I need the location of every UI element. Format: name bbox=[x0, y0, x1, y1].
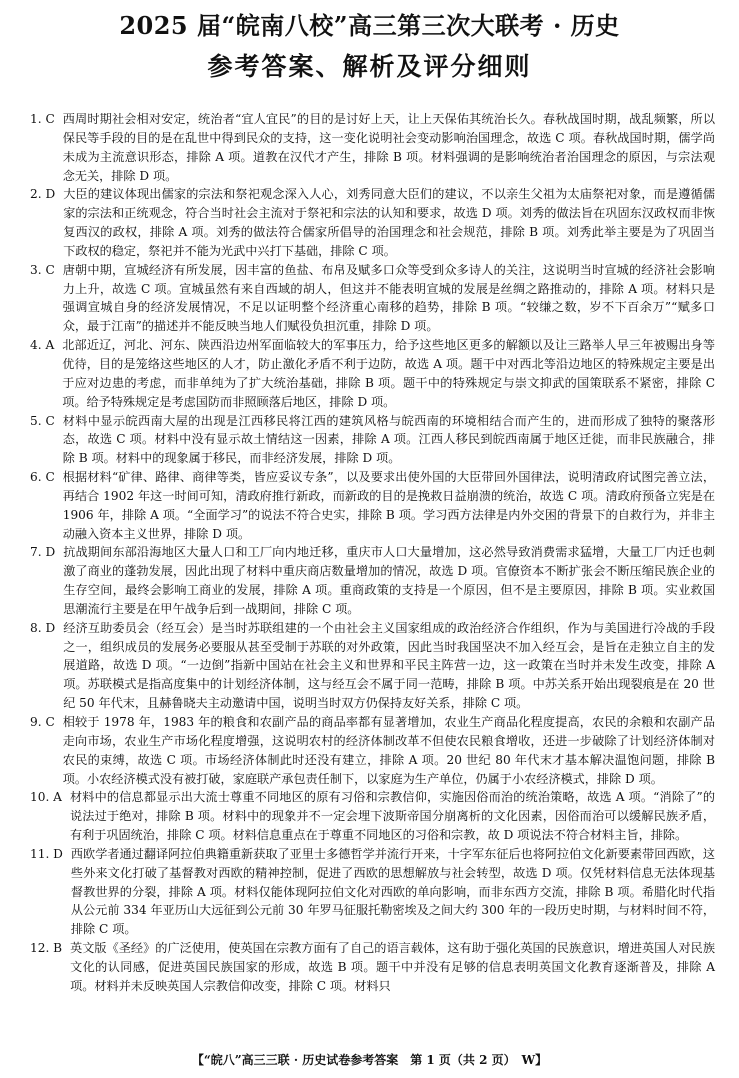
answer-explanation: 西欧学者通过翻译阿拉伯典籍重新获取了亚里士多德哲学并流行开来，十字军东征后也将阿拉伯文化新要素带回西欧，这些外来文化打破了基督教对西欧的精神控制，促进了西欧的思想解放与社会转型，故选 D 项。仅凭材料信息无法体现基督教世界的分裂，排除 A 项。材料仅能体现阿拉伯文化对西欧的单向影响，而非东西方交流，排除 B 项。希腊化时代指从公元前 334 年亚历山大远征到公元前 30 年罗马征服托勒密埃及之间大约 300 年的一段历史时期，与材料时间不符，排除 C 项。 bbox=[70, 846, 715, 937]
answer-explanation: 英文版《圣经》的广泛使用，使英国在宗教方面有了自己的语言载体，这有助于强化英国的民族意识，增进英国人对民族文化的认同感，促进英国民族国家的形成，故选 B 项。题干中并没有足够的信息表明英国文化教育逐渐普及，排除 A 项。材料并未反映英国人宗教信仰改变，排除 C 项。材料只 bbox=[70, 941, 715, 993]
answer-explanation: 相较于 1978 年，1983 年的粮食和农副产品的商品率都有显著增加，农业生产商品化程度提高，农民的余粮和农副产品走向市场，农业生产市场化程度增强，这说明农村的经济体制改革不但使农民粮食增收，还进一步破除了计划经济体制对农民的束缚，故选 C 项。市场经济体制此时还没有建立，排除 A 项。20 世纪 80 年代末才基本解决温饱问题，排除 B 项。小农经济模式没有被打破，家庭联产承包责任制下，以家庭为生产单位，仍属于小农经济模式，排除 D 项。 bbox=[62, 715, 715, 786]
document-subtitle: 参考答案、解析及评分细则 bbox=[207, 52, 532, 81]
answer-item-4 bbox=[30, 336, 715, 411]
answer-explanation: 材料中的信息都显示出大流士尊重不同地区的原有习俗和宗教信仰，实施因俗而治的统治策略，故选 A 项。“消除了”的说法过于绝对，排除 B 项。材料中的现象并不一定会埋下波斯帝国分崩离析的文化因素，因俗而治可以缓解民族矛盾，有利于巩固统治，排除 C 项。材料信息重点在于尊重不同地区的习俗和宗教，故 D 项说法不符合材料主旨，排除。 bbox=[69, 790, 715, 843]
answer-number: 10. A bbox=[30, 790, 62, 805]
answer-number: 6. C bbox=[30, 470, 55, 485]
answer-explanation: 材料中显示皖西南大屋的出现是江西移民将江西的建筑风格与皖西南的环境相结合而产生的，进而形成了独特的聚落形态，故选 C 项。材料中没有显示故土情结这一因素，排除 A 项。江西人移民到皖西南属于地区迁徙，而非民族融合，排除 B 项。材料中的现象属于移民，而非经济发展，排除 D 项。 bbox=[62, 413, 715, 466]
answer-number: 2. D bbox=[30, 187, 56, 202]
answer-number: 8. D bbox=[30, 620, 56, 635]
answer-explanation: 经济互助委员会（经互会）是当时苏联组建的一个由社会主义国家组成的政治经济合作组织，作为与美国进行冷战的手段之一，组织成员的发展务必要服从甚至受制于苏联的对外政策，因此当时我国坚决不加入经互会，是旨在走独立自主的发展道路，故选 D 项。“一边倒”指新中国站在社会主义和世界和平民主阵营一边，这一政策在当时并未发生改变，排除 A 项。苏联模式是指高度集中的计划经济体制，这与经互会不属于同一范畴，排除 B 项。中苏关系开始出现裂痕是在 20 世纪 50 年代末，且赫鲁晓夫主动邀请中国，说明当时双方仍保持友好关系，排除 C 项。 bbox=[63, 620, 715, 711]
answer-item-6 bbox=[30, 468, 715, 543]
answer-item-8 bbox=[30, 619, 715, 713]
answer-item-3 bbox=[30, 261, 715, 336]
answer-number: 3. C bbox=[30, 262, 55, 277]
answer-list bbox=[30, 110, 715, 996]
answer-explanation: 西周时期社会相对安定，统治者“宜人宜民”的目的是讨好上天，让上天保佑其统治长久。春秋战国时期，战乱频繁，所以保民等手段的目的是在乱世中得到民众的支持，这一变化说明社会变动影响治国理念，故选 C 项。春秋战国时期，儒学尚未成为主流意识形态，排除 A 项。道教在汉代才产生，排除 B 项。材料强调的是影响统治者治国理念的原因，与宗法观念无关，排除 D 项。 bbox=[62, 112, 715, 183]
answer-explanation: 北部近辽，河北、河东、陕西沿边州军面临较大的军事压力，给予这些地区更多的解额以及让三路举人早三年被赐出身等优待，目的是笼络这些地区的人才，防止激化矛盾不利于边防，故选 A 项。题干中对西北等沿边地区的特殊规定主要是出于应对边患的考虑，而非单纯为了扩大统治基础，排除 B 项。题干中的特殊规定与崇文抑武的国策联系不紧密，排除 C 项。给予特殊规定是考虑国防而非照顾落后地区，排除 D 项。 bbox=[62, 338, 715, 409]
answer-item-9 bbox=[30, 713, 715, 788]
answer-number: 11. D bbox=[30, 846, 63, 861]
answer-number: 7. D bbox=[30, 545, 56, 560]
answer-item-10 bbox=[30, 788, 715, 845]
answer-explanation: 抗战期间东部沿海地区大量人口和工厂向内地迁移，重庆市人口大量增加，这必然导致消费需求猛增，大量工厂内迁也刺激了商业的蓬勃发展，因此出现了材料中重庆商店数量增加的情况，故选 D 项。官僚资本不断扩张会不断压缩民族企业的生存空间，最终会影响工商业的发展，排除 A 项。重商政策的支持是一个原因，但不是主要原因，排除 B 项。实业救国思潮流行主要是在甲午战争后到一战期间，排除 C 项。 bbox=[63, 545, 715, 616]
document-title: 2025 届“皖南八校”高三第三次大联考 · 历史 bbox=[119, 11, 620, 40]
answer-number: 1. C bbox=[30, 112, 55, 126]
page-footer: 【“皖八”高三三联 · 历史试卷参考答案 第 1 页（共 2 页） W】 bbox=[191, 1053, 548, 1067]
answer-item-2 bbox=[30, 185, 715, 260]
answer-number: 4. A bbox=[30, 338, 55, 353]
answer-explanation: 唐朝中期，宣城经济有所发展，因丰富的鱼盐、布帛及赋多口众等受到众多诗人的关注，这说明当时宣城的经济社会影响力上升，故选 C 项。宣城虽然有来自西域的胡人，但这并不能表明宣城的发展是丝绸之路推动的，排除 A 项。材料只是强调宣城自身的经济发展情况，不足以证明整个经济重心南移的趋势，排除 B 项。“较缣之数，岁不下百余万”“赋多口众，最于江南”的描述并不能反映当地人们赋役负担沉重，排除 D 项。 bbox=[62, 262, 715, 334]
answer-explanation: 大臣的建议体现出儒家的宗法和祭祀观念深入人心，刘秀同意大臣们的建议，不以亲生父祖为太庙祭祀对象，而是遵循儒家的宗法和正统观念，符合当时社会主流对于祭祀和宗法的认知和要求，故选 D 项。刘秀的做法旨在巩固东汉政权而非恢复西汉的政权，排除 A 项。刘秀的做法符合儒家所倡导的治国理念和社会规范，排除 B 项。刘秀此举主要是为了巩固当下政权的稳定，祭祀并不能为光武中兴打下基础，排除 C 项。 bbox=[63, 187, 715, 258]
answer-item-5 bbox=[30, 412, 715, 469]
answer-item-1 bbox=[30, 110, 715, 185]
answer-number: 5. C bbox=[30, 413, 55, 428]
answer-item-12 bbox=[30, 939, 715, 996]
answer-explanation: 根据材料“矿律、路律、商律等类，皆应妥议专条”，以及要求出使外国的大臣带回外国律法，说明清政府试图完善立法，再结合 1902 年这一时间可知，清政府推行新政，而新政的目的是挽救日益崩溃的统治，故选 C 项。清政府预备立宪是在 1906 年，排除 A 项。“全面学习”的说法不符合史实，排除 B 项。学习西方法律是内外交困的背景下的自救行为，并非主动融入资本主义世界，排除 D 项。 bbox=[62, 470, 715, 541]
answer-item-11 bbox=[30, 845, 715, 939]
answer-item-7 bbox=[30, 543, 715, 618]
answer-number: 12. B bbox=[30, 941, 63, 956]
answer-number: 9. C bbox=[30, 715, 55, 729]
